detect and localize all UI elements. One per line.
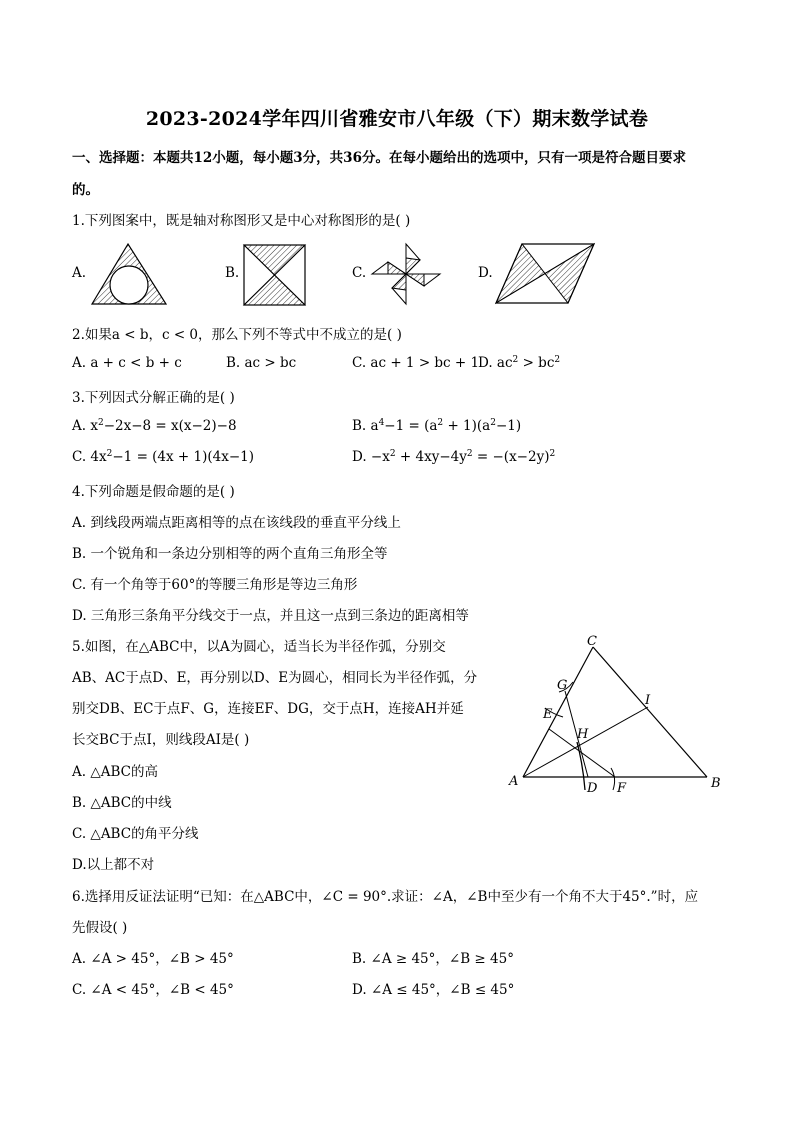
q1-option-c-label: C. [352, 265, 367, 281]
side-cb [593, 647, 707, 777]
figure-parallelogram [494, 242, 598, 306]
q5-option-b: B. △ABC的中线 [72, 795, 172, 811]
q1-option-b-label: B. [225, 265, 240, 281]
q6-option-c: C. ∠A < 45°，∠B < 45° [72, 982, 234, 998]
q3-option-d: D. $-x^2 + 4xy-4y^2 = -(x-2y)^2$ [352, 449, 556, 465]
q5-stem-line4: 长交BC于点I，则线段AI是( ) [72, 732, 250, 748]
q6-option-a: A. ∠A > 45°，∠B > 45° [72, 951, 234, 967]
arc-f [611, 768, 615, 790]
q6-stem-line1: 6.选择用反证法证明“已知：在△ABC中，∠C = 90°.求证：∠A，∠B中至少有一个角不大于45°.”时，应 [72, 889, 699, 905]
label-h: H [577, 727, 589, 742]
q6-option-b: B. ∠A ≥ 45°，∠B ≥ 45° [352, 951, 514, 967]
q2-option-a: A. a + c < b + c [72, 355, 182, 371]
q4-option-d: D. 三角形三条角平分线交于一点，并且这一点到三条边的距离相等 [72, 608, 469, 624]
q1-option-d-label: D. [478, 265, 493, 281]
q5-stem-line3: 别交DB、EC于点F、G，连接EF、DG，交于点H，连接AH并延 [72, 701, 464, 717]
section-heading: 一、选择题：本题共12小题，每小题3分，共36分。在每小题给出的选项中，只有一项是符合题目要求 [72, 150, 686, 166]
triangle-construction-figure [505, 630, 735, 798]
q5-option-d: D.以上都不对 [72, 857, 155, 873]
q6-option-d: D. ∠A ≤ 45°，∠B ≤ 45° [352, 982, 515, 998]
q3-option-a: A. $x^2-2x-8 = x(x-2)-8$ [72, 418, 237, 434]
q3-option-b: B. $a^4-1 = (a^2 + 1)(a^2-1)$ [352, 418, 522, 434]
q4-stem: 4.下列命题是假命题的是( ) [72, 484, 235, 500]
figure-pinwheel [368, 240, 444, 308]
q5-option-c: C. △ABC的角平分线 [72, 826, 199, 842]
section-heading-cont: 的。 [72, 182, 99, 198]
q2-option-b: B. ac > bc [226, 355, 297, 371]
q1-option-a-label: A. [72, 265, 87, 281]
label-b: B [711, 776, 721, 791]
q6-stem-line2: 先假设( ) [72, 920, 128, 936]
q4-option-b: B. 一个锐角和一条边分别相等的两个直角三角形全等 [72, 546, 388, 562]
q5-option-a: A. △ABC的高 [72, 764, 158, 780]
q5-stem-line2: AB、AC于点D、E，再分别以D、E为圆心，相同长为半径作弧，分 [72, 670, 478, 686]
label-e: E [543, 707, 553, 722]
label-d: D [587, 781, 598, 796]
q2-option-c: C. ac + 1 > bc + 1 [352, 355, 480, 371]
q2-option-d: D. $ac^2 > bc^2$ [478, 355, 561, 371]
q4-option-a: A. 到线段两端点距离相等的点在该线段的垂直平分线上 [72, 515, 401, 531]
label-g: G [557, 678, 568, 693]
figure-triangle-circle [88, 240, 174, 308]
q1-stem: 1.下列图案中，既是轴对称图形又是中心对称图形的是( ) [72, 213, 411, 229]
label-f: F [617, 781, 627, 796]
q2-stem: 2.如果a < b，c < 0，那么下列不等式中不成立的是( ) [72, 327, 402, 343]
page-title: 2023-2024学年四川省雅安市八年级（下）期末数学试卷 [145, 108, 649, 130]
figure-square-diagonals [242, 243, 308, 307]
label-c: C [587, 634, 597, 649]
q3-option-c: C. $4x^2-1 = (4x + 1)(4x-1)$ [72, 449, 255, 465]
label-a: A [509, 774, 519, 789]
q5-stem-line1: 5.如图，在△ABC中，以A为圆心，适当长为半径作弧，分别交 [72, 639, 446, 655]
q3-stem: 3.下列因式分解正确的是( ) [72, 390, 235, 406]
label-i: I [645, 693, 651, 708]
q4-option-c: C. 有一个角等于60°的等腰三角形是等边三角形 [72, 577, 358, 593]
